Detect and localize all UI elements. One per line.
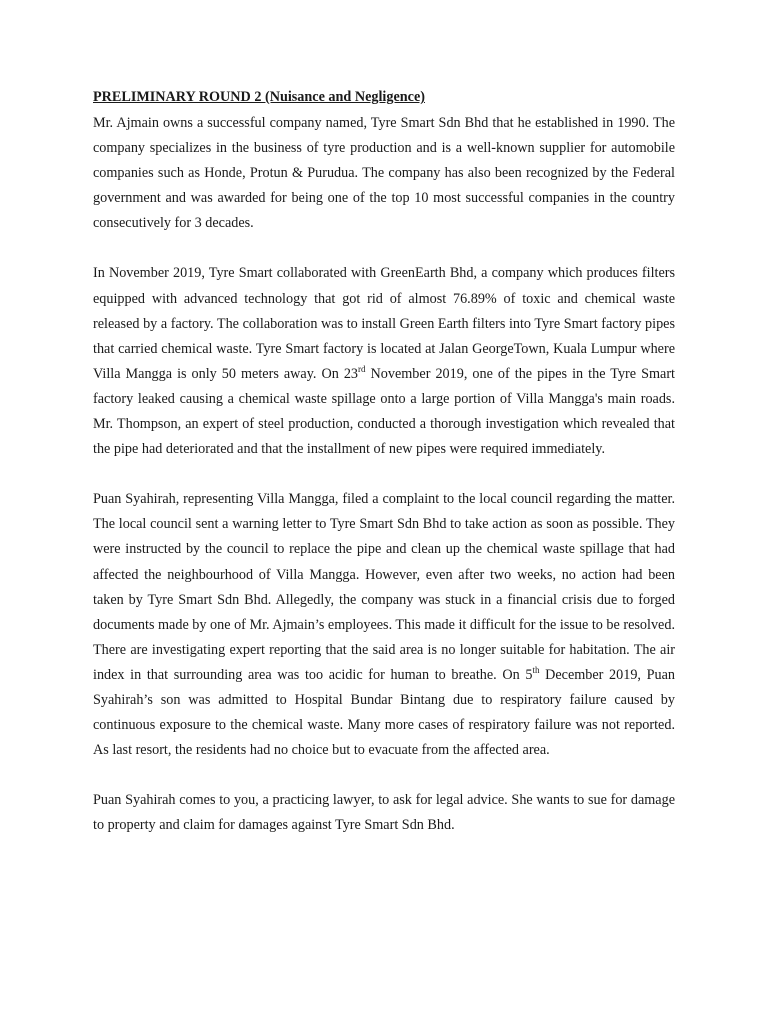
- document-title: PRELIMINARY ROUND 2 (Nuisance and Negligence): [93, 89, 425, 105]
- paragraph-text: December 2019, Puan Syahirah’s son was admitted to Hospital Bundar Bintang due to respiratory failure caused by continuous exposure to the chemical waste. Many more cases of respiratory failure was not reported. As last resort, the residents had no choice but to evacuate from the affected area.: [93, 666, 675, 759]
- document-body: [93, 86, 675, 838]
- ordinal-suffix: rd: [358, 363, 366, 374]
- paragraph-spacer: [93, 763, 675, 788]
- paragraph-complaint-and-consequences: [93, 487, 675, 763]
- paragraph-text: November 2019, one of the pipes in the Tyre Smart factory leaked causing a chemical waste spillage onto a large portion of Villa Mangga's main roads. Mr. Thompson, an expert of steel production, conducted a thorough investigation which revealed that the pipe had deteriorated and that the installment of new pipes were required immediately.: [93, 365, 675, 458]
- paragraph-collaboration-and-leak: [93, 261, 675, 462]
- ordinal-suffix: th: [532, 664, 540, 675]
- paragraph-company-background: Mr. Ajmain owns a successful company named, Tyre Smart Sdn Bhd that he established in 1990. The company specializes in the business of tyre production and is a well-known supplier for automobile companies such as Honde, Protun & Purudua. The company has also been recognized by the Federal government and was awarded for being one of the top 10 most successful companies in the country consecutively for 3 decades.: [93, 115, 675, 232]
- paragraph-legal-advice-request: Puan Syahirah comes to you, a practicing lawyer, to ask for legal advice. She wants to sue for damage to property and claim for damages against Tyre Smart Sdn Bhd.: [93, 792, 675, 834]
- paragraph-text: Puan Syahirah, representing Villa Mangga, filed a complaint to the local council regarding the matter. The local council sent a warning letter to Tyre Smart Sdn Bhd to take action as soon as possible. They were instructed by the council to replace the pipe and clean up the chemical waste spillage that had affected the neighbourhood of Villa Mangga. However, even after two weeks, no action had been taken by Tyre Smart Sdn Bhd. Allegedly, the company was stuck in a financial crisis due to forged documents made by one of Mr. Ajmain’s employees. This made it difficult for the issue to be resolved. There are investigating expert reporting that the said area is no longer suitable for habitation. The air index in that surrounding area was too acidic for human to breathe. On 5: [93, 491, 675, 683]
- paragraph-spacer: [93, 462, 675, 487]
- paragraph-text: In November 2019, Tyre Smart collaborated with GreenEarth Bhd, a company which produces filters equipped with advanced technology that got rid of almost 76.89% of toxic and chemical waste released by a factory. The collaboration was to install Green Earth filters into Tyre Smart factory pipes that carried chemical waste. Tyre Smart factory is located at Jalan GeorgeTown, Kuala Lumpur where Villa Mangga is only 50 meters away. On 23: [93, 265, 675, 382]
- paragraph-spacer: [93, 236, 675, 261]
